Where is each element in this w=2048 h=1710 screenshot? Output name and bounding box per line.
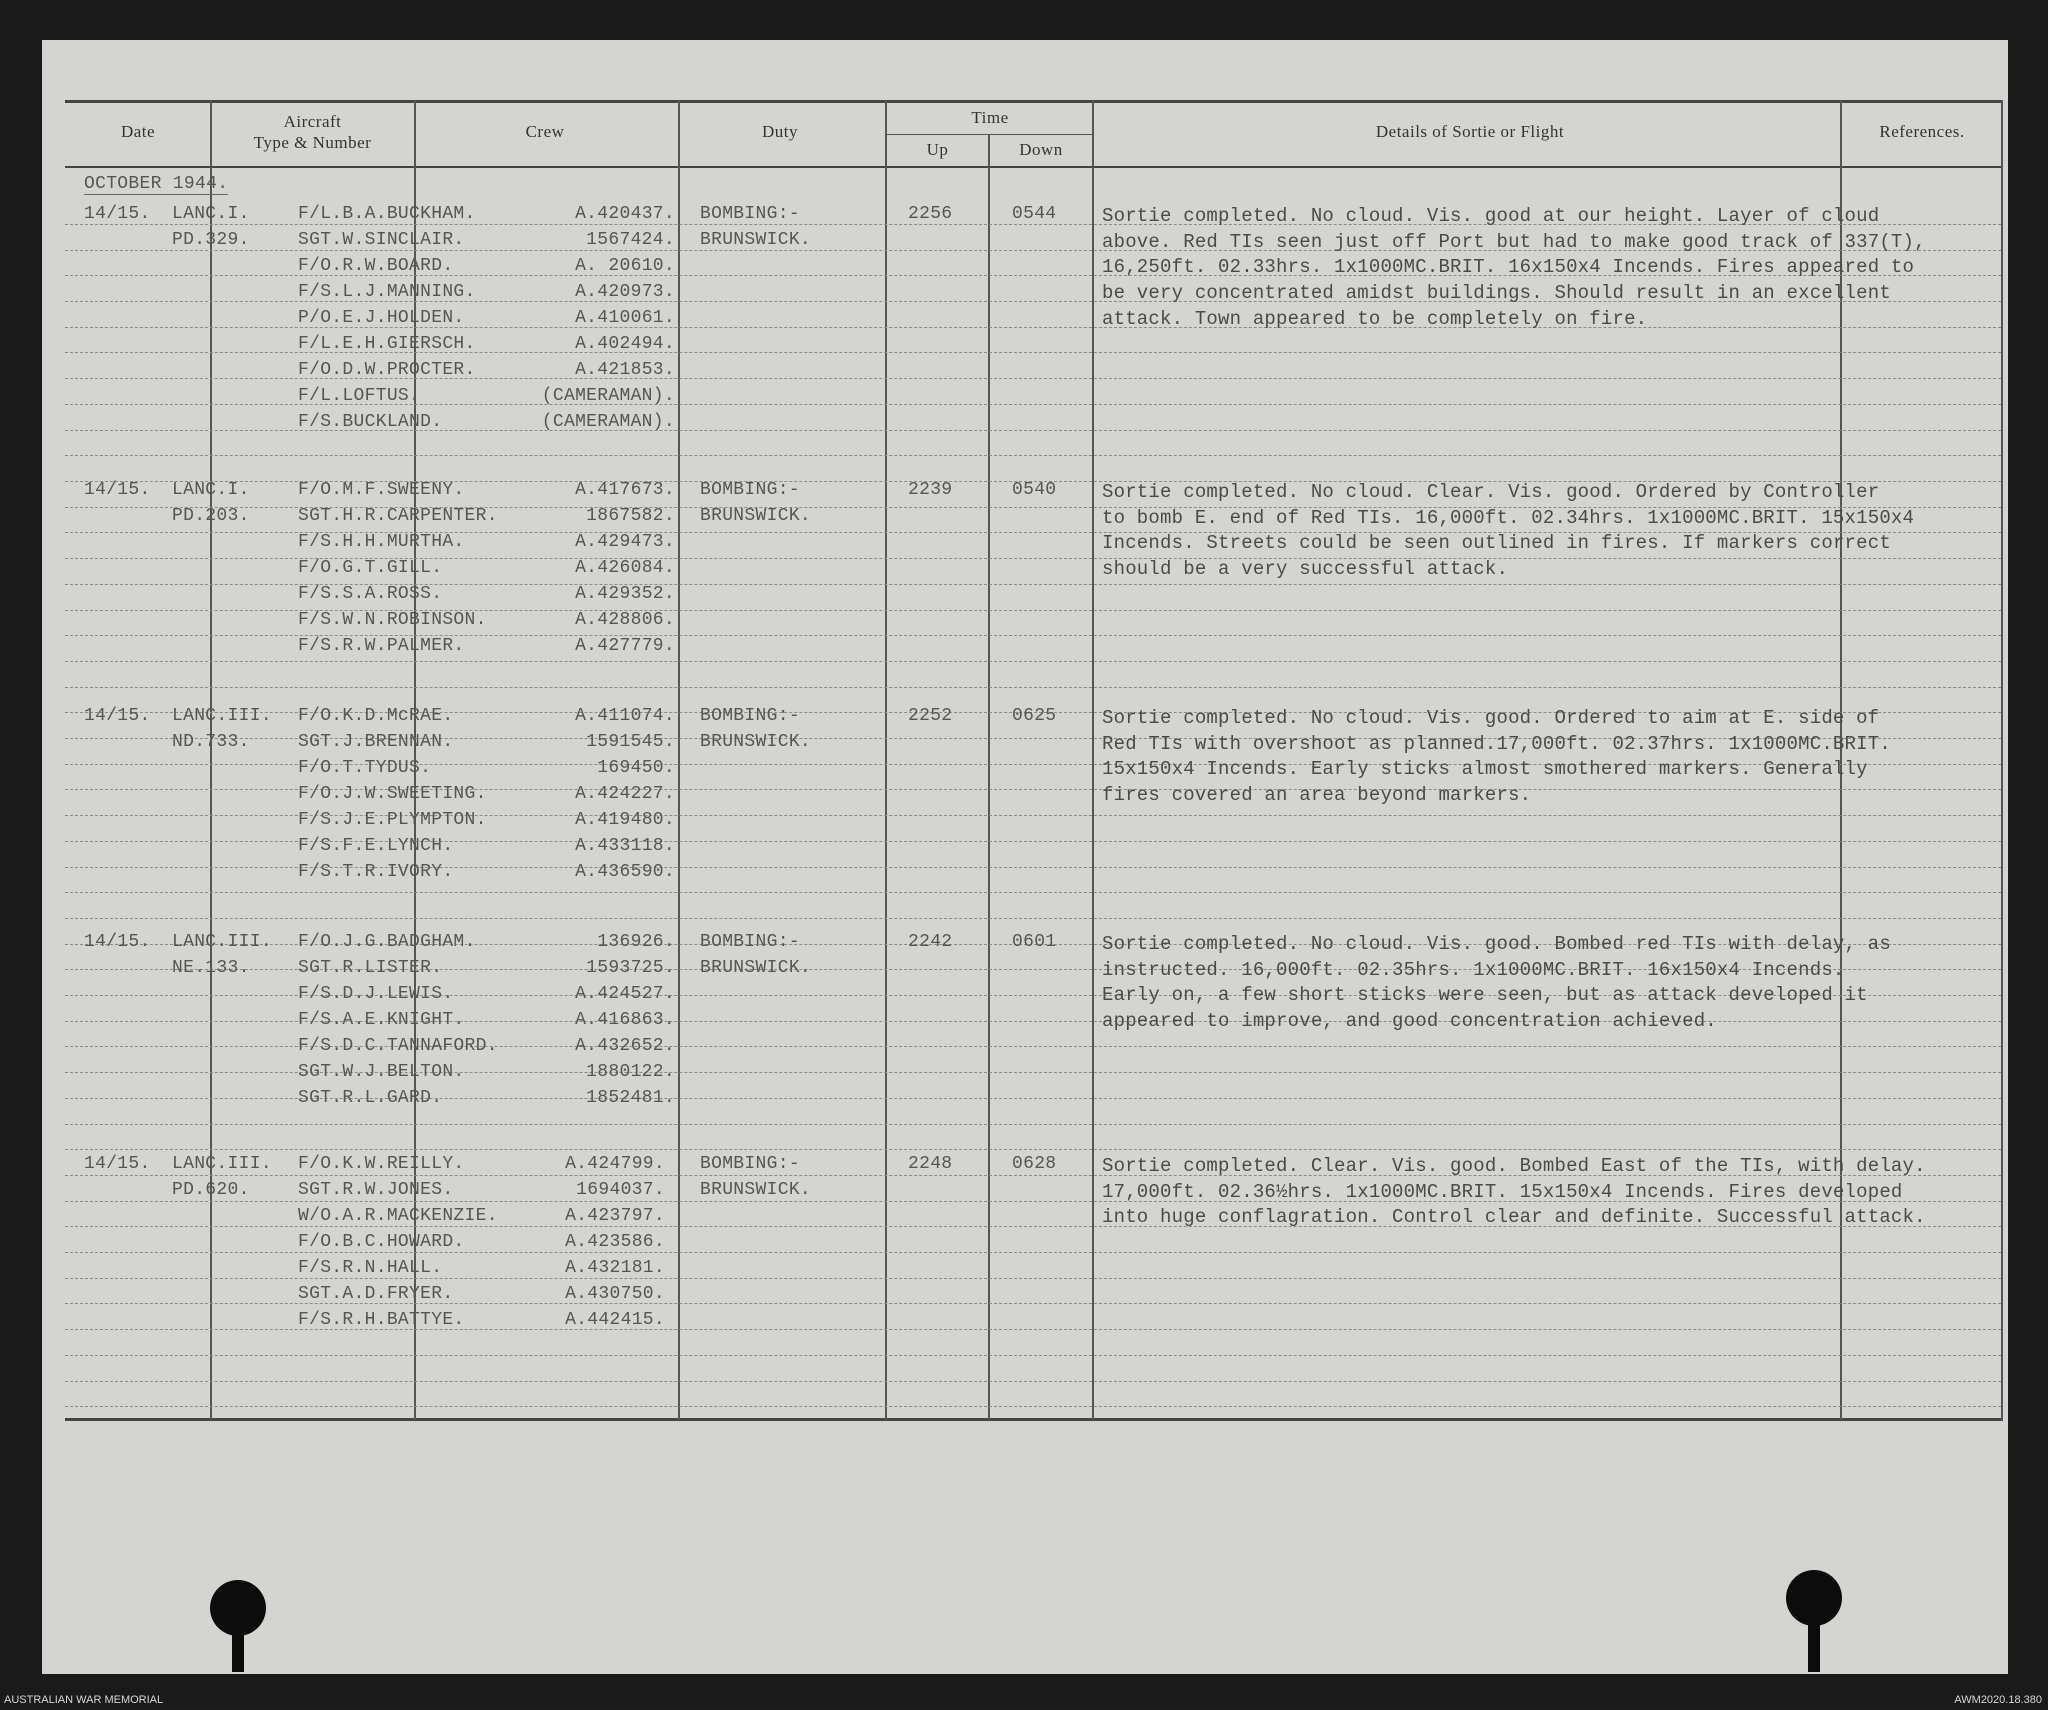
sortie-2-crew-7-name: F/S.R.W.PALMER.	[298, 636, 465, 656]
sortie-5-aircraft-number: PD.620.	[172, 1180, 250, 1200]
ruled-line	[65, 687, 2001, 689]
column-divider-references	[2001, 100, 2003, 1420]
sortie-2-time-up: 2239	[908, 480, 953, 500]
sortie-3-crew-6-number: A.433118.	[575, 836, 675, 856]
sortie-3-crew-1-number: A.411074.	[575, 706, 675, 726]
sortie-3-date: 14/15.	[84, 706, 151, 726]
table-bottom-rule	[65, 1418, 2003, 1421]
column-divider-crew	[678, 100, 680, 1420]
sortie-4-details: Sortie completed. No cloud. Vis. good. Bombed red TIs with delay, as instructed. 16,000ft. 02.35hrs. 1x1000MC.BRIT. 16x150x4 Incends. Early on, a few short sticks were seen, but as attack developed it appeared to improve, and good concentration achieved.	[1102, 933, 1891, 1033]
sortie-4-crew-6-name: SGT.W.J.BELTON.	[298, 1062, 465, 1082]
ruled-line	[65, 1406, 2001, 1408]
sortie-1-crew-8-name: F/L.LOFTUS.	[298, 386, 421, 406]
sortie-3-details: Sortie completed. No cloud. Vis. good. Ordered to aim at E. side of Red TIs with overshoot as planned.17,000ft. 02.37hrs. 1x1000MC.BRIT. 15x150x4 Incends. Early sticks almost smothered markers. Generally fires covered an area beyond markers.	[1102, 707, 1891, 807]
sortie-1-crew-6-name: F/L.E.H.GIERSCH.	[298, 334, 476, 354]
sortie-5-crew-2-name: SGT.R.W.JONES.	[298, 1180, 454, 1200]
sortie-4-crew-2-number: 1593725.	[586, 958, 675, 978]
sortie-5-crew-6-number: A.430750.	[565, 1284, 665, 1304]
sortie-5-duty-line2: BRUNSWICK.	[700, 1180, 812, 1200]
sortie-4-crew-1-name: F/O.J.G.BADGHAM.	[298, 932, 476, 952]
sortie-1-crew-9-number: (CAMERAMAN).	[541, 412, 675, 432]
ruled-line	[65, 1124, 2001, 1126]
sortie-5-time-up: 2248	[908, 1154, 953, 1174]
sortie-2-details: Sortie completed. No cloud. Clear. Vis. good. Ordered by Controller to bomb E. end of Red TIs. 16,000ft. 02.34hrs. 1x1000MC.BRIT. 15x150x4 Incends. Streets could be seen outlined in fires. If markers correct should be a very successful attack.	[1102, 481, 1915, 581]
header-time-up: Up	[926, 140, 949, 159]
sortie-1-crew-1-name: F/L.B.A.BUCKHAM.	[298, 204, 476, 224]
sortie-4-crew-6-number: 1880122.	[586, 1062, 675, 1082]
binder-slot-right	[1808, 1610, 1820, 1672]
sortie-2-crew-6-name: F/S.W.N.ROBINSON.	[298, 610, 487, 630]
sortie-1-crew-2-name: SGT.W.SINCLAIR.	[298, 230, 465, 250]
header-date: Date	[120, 122, 156, 141]
sortie-4-date: 14/15.	[84, 932, 151, 952]
sortie-1-time-up: 2256	[908, 204, 953, 224]
header-aircraft-line1: Aircraft	[283, 112, 342, 131]
ruled-line	[65, 1381, 2001, 1383]
sortie-4-crew-3-name: F/S.D.J.LEWIS.	[298, 984, 454, 1004]
sortie-2-aircraft-number: PD.203.	[172, 506, 250, 526]
sortie-1-crew-5-number: A.410061.	[575, 308, 675, 328]
ruled-line	[65, 1252, 2001, 1254]
sortie-1-crew-3-number: A. 20610.	[575, 256, 675, 276]
sortie-4-duty-line1: BOMBING:-	[700, 932, 800, 952]
sortie-2-crew-1-name: F/O.M.F.SWEENY.	[298, 480, 465, 500]
sortie-2-date: 14/15.	[84, 480, 151, 500]
sortie-2-crew-3-name: F/S.H.H.MURTHA.	[298, 532, 465, 552]
sortie-4-crew-4-name: F/S.A.E.KNIGHT.	[298, 1010, 465, 1030]
binder-slot-left	[232, 1620, 244, 1672]
sortie-1-crew-7-number: A.421853.	[575, 360, 675, 380]
sortie-3-crew-2-name: SGT.J.BRENNAN.	[298, 732, 454, 752]
sortie-5-crew-3-number: A.423797.	[565, 1206, 665, 1226]
sortie-1-crew-8-number: (CAMERAMAN).	[541, 386, 675, 406]
ruled-line	[65, 1278, 2001, 1280]
header-references: References.	[1879, 122, 1965, 141]
sortie-4-duty-line2: BRUNSWICK.	[700, 958, 812, 978]
header-details: Details of Sortie or Flight	[1375, 122, 1565, 141]
sortie-4-crew-7-number: 1852481.	[586, 1088, 675, 1108]
sortie-1-crew-9-name: F/S.BUCKLAND.	[298, 412, 443, 432]
sortie-2-crew-5-name: F/S.S.A.ROSS.	[298, 584, 443, 604]
sortie-3-crew-5-name: F/S.J.E.PLYMPTON.	[298, 810, 487, 830]
sortie-5-details: Sortie completed. Clear. Vis. good. Bombed East of the TIs, with delay. 17,000ft. 02.36½hrs. 1x1000MC.BRIT. 15x150x4 Incends. Fires developed into huge conflagration. Control clear and definite. Successful attack.	[1102, 1155, 1926, 1229]
sortie-1-crew-2-number: 1567424.	[586, 230, 675, 250]
sortie-3-time-up: 2252	[908, 706, 953, 726]
sortie-5-crew-1-name: F/O.K.W.REILLY.	[298, 1154, 465, 1174]
sortie-4-crew-5-name: F/S.D.C.TANNAFORD.	[298, 1036, 498, 1056]
sortie-3-aircraft-number: ND.733.	[172, 732, 250, 752]
sortie-3-crew-3-name: F/O.T.TYDUS.	[298, 758, 432, 778]
ruled-line	[65, 892, 2001, 894]
header-crew: Crew	[525, 122, 565, 141]
sortie-2-crew-6-number: A.428806.	[575, 610, 675, 630]
sortie-3-aircraft-type: LANC.III.	[172, 706, 272, 726]
sortie-2-crew-3-number: A.429473.	[575, 532, 675, 552]
ruled-line	[65, 918, 2001, 920]
sortie-3-crew-2-number: 1591545.	[586, 732, 675, 752]
sortie-1-crew-3-name: F/O.R.W.BOARD.	[298, 256, 454, 276]
column-divider-duty	[885, 100, 887, 1420]
sortie-2-crew-2-name: SGT.H.R.CARPENTER.	[298, 506, 498, 526]
header-top-rule	[65, 100, 2003, 103]
sortie-1-crew-1-number: A.420437.	[575, 204, 675, 224]
sortie-1-time-down: 0544	[1012, 204, 1057, 224]
column-divider-time	[1092, 100, 1094, 1420]
column-divider-date	[210, 100, 212, 1420]
sortie-4-crew-7-name: SGT.R.L.GARD.	[298, 1088, 443, 1108]
sortie-4-crew-1-number: 136926.	[597, 932, 675, 952]
sortie-5-crew-2-number: 1694037.	[576, 1180, 665, 1200]
sortie-1-crew-6-number: A.402494.	[575, 334, 675, 354]
sortie-3-duty-line2: BRUNSWICK.	[700, 732, 812, 752]
sortie-4-crew-5-number: A.432652.	[575, 1036, 675, 1056]
sortie-5-duty-line1: BOMBING:-	[700, 1154, 800, 1174]
sortie-2-duty-line1: BOMBING:-	[700, 480, 800, 500]
sortie-5-crew-5-number: A.432181.	[565, 1258, 665, 1278]
sortie-4-crew-3-number: A.424527.	[575, 984, 675, 1004]
sortie-1-aircraft-type: LANC.I.	[172, 204, 250, 224]
sortie-2-crew-2-number: 1867582.	[586, 506, 675, 526]
sortie-5-aircraft-type: LANC.III.	[172, 1154, 272, 1174]
sortie-4-time-down: 0601	[1012, 932, 1057, 952]
sortie-4-crew-4-number: A.416863.	[575, 1010, 675, 1030]
sortie-3-crew-5-number: A.419480.	[575, 810, 675, 830]
header-bottom-rule	[65, 166, 2003, 168]
sortie-1-crew-5-name: P/O.E.J.HOLDEN.	[298, 308, 465, 328]
sortie-4-time-up: 2242	[908, 932, 953, 952]
sortie-5-crew-5-name: F/S.R.N.HALL.	[298, 1258, 443, 1278]
sortie-3-crew-7-number: A.436590.	[575, 862, 675, 882]
ruled-line	[65, 661, 2001, 663]
sortie-1-crew-4-number: A.420973.	[575, 282, 675, 302]
sortie-1-date: 14/15.	[84, 204, 151, 224]
sortie-4-aircraft-number: NE.133.	[172, 958, 250, 978]
sortie-2-duty-line2: BRUNSWICK.	[700, 506, 812, 526]
ruled-line	[65, 1149, 2001, 1151]
sortie-3-duty-line1: BOMBING:-	[700, 706, 800, 726]
ruled-line	[65, 1355, 2001, 1357]
month-heading: OCTOBER 1944.	[84, 174, 229, 194]
sortie-1-crew-4-name: F/S.L.J.MANNING.	[298, 282, 476, 302]
sortie-2-crew-7-number: A.427779.	[575, 636, 675, 656]
sortie-1-details: Sortie completed. No cloud. Vis. good at our height. Layer of cloud above. Red TIs seen just off Port but had to make good track of 337(T), 16,250ft. 02.33hrs. 1x1000MC.BRIT. 16x150x4 Incends. Fires appeared to be very concentrated amidst buildings. Should result in an excellent attack. Town appeared to be completely on fire.	[1102, 205, 1926, 330]
sortie-3-crew-1-name: F/O.K.D.McRAE.	[298, 706, 454, 726]
sortie-5-crew-7-number: A.442415.	[565, 1310, 665, 1330]
sortie-3-crew-6-name: F/S.F.E.LYNCH.	[298, 836, 454, 856]
sortie-2-crew-1-number: A.417673.	[575, 480, 675, 500]
sortie-5-time-down: 0628	[1012, 1154, 1057, 1174]
sortie-3-crew-4-number: A.424227.	[575, 784, 675, 804]
sortie-3-crew-4-name: F/O.J.W.SWEETING.	[298, 784, 487, 804]
sortie-2-crew-4-name: F/O.G.T.GILL.	[298, 558, 443, 578]
sortie-5-date: 14/15.	[84, 1154, 151, 1174]
sortie-5-crew-7-name: F/S.R.H.BATTYE.	[298, 1310, 465, 1330]
sortie-2-time-down: 0540	[1012, 480, 1057, 500]
sortie-4-aircraft-type: LANC.III.	[172, 932, 272, 952]
sortie-2-aircraft-type: LANC.I.	[172, 480, 250, 500]
sortie-5-crew-4-number: A.423586.	[565, 1232, 665, 1252]
sortie-1-duty-line1: BOMBING:-	[700, 204, 800, 224]
sortie-2-crew-5-number: A.429352.	[575, 584, 675, 604]
sortie-5-crew-1-number: A.424799.	[565, 1154, 665, 1174]
sortie-5-crew-4-name: F/O.B.C.HOWARD.	[298, 1232, 465, 1252]
sortie-3-crew-7-name: F/S.T.R.IVORY.	[298, 862, 454, 882]
sortie-1-duty-line2: BRUNSWICK.	[700, 230, 812, 250]
sortie-5-crew-6-name: SGT.A.D.FRYER.	[298, 1284, 454, 1304]
ruled-line	[65, 455, 2001, 457]
sortie-3-time-down: 0625	[1012, 706, 1057, 726]
footer-right: AWM2020.18.380	[1954, 1694, 2042, 1706]
sortie-4-crew-2-name: SGT.R.LISTER.	[298, 958, 443, 978]
header-duty: Duty	[762, 122, 798, 141]
sortie-1-crew-7-name: F/O.D.W.PROCTER.	[298, 360, 476, 380]
header-time-down: Down	[1019, 140, 1063, 159]
sortie-3-crew-3-number: 169450.	[597, 758, 675, 778]
sortie-5-crew-3-name: W/O.A.R.MACKENZIE.	[298, 1206, 498, 1226]
header-aircraft-line2: Type & Number	[253, 133, 372, 152]
footer-left: AUSTRALIAN WAR MEMORIAL	[4, 1694, 164, 1706]
sortie-2-crew-4-number: A.426084.	[575, 558, 675, 578]
header-time: Time	[971, 108, 1009, 127]
sortie-1-aircraft-number: PD.329.	[172, 230, 250, 250]
